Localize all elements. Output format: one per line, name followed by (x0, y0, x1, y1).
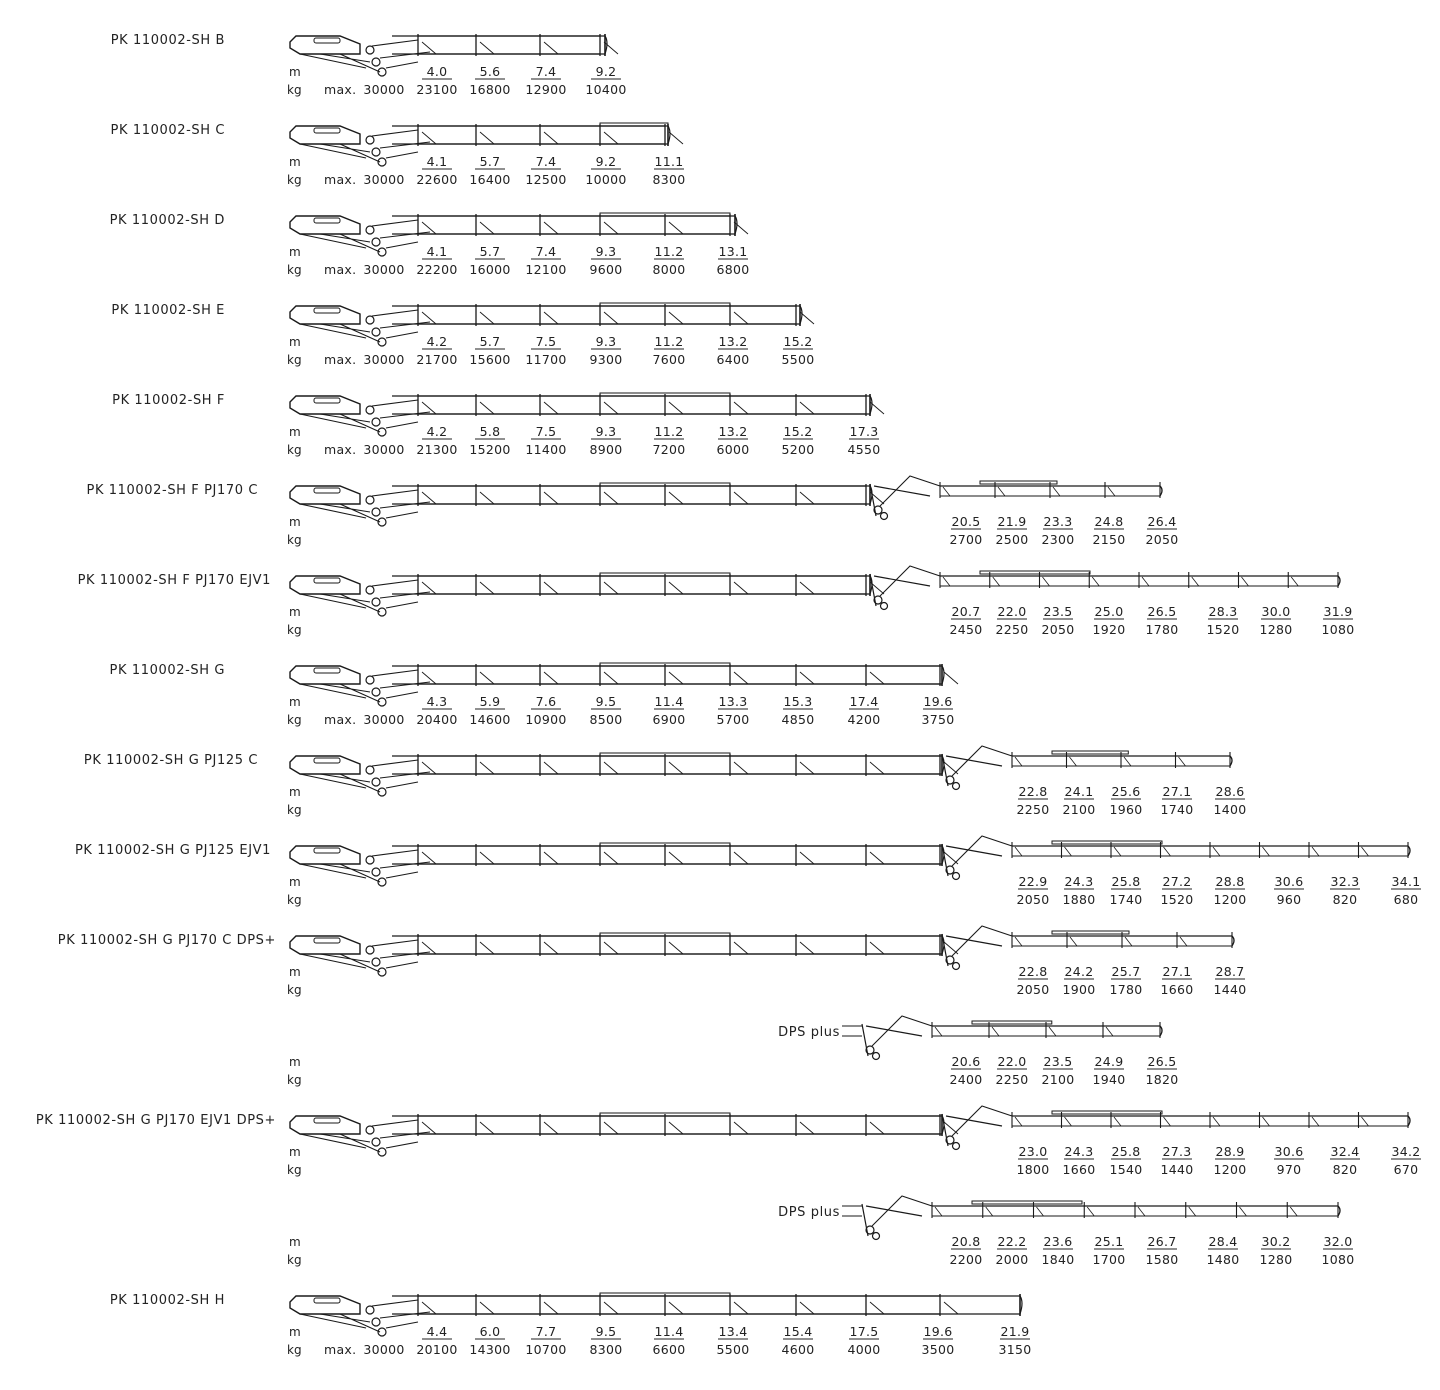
reach-value: 9.5 (595, 694, 617, 709)
load-value: 1880 (1062, 892, 1096, 907)
model-title: PK 110002-SH B (110, 33, 225, 48)
reach-value: 5.7 (479, 154, 501, 169)
reach-value: 15.2 (783, 424, 813, 439)
model-title: PK 110002-SH G (109, 663, 225, 678)
reach-value: 23.6 (1043, 1234, 1073, 1249)
max-label: max. (324, 1342, 357, 1357)
load-value: 1820 (1145, 1072, 1179, 1087)
unit-kg-label: kg (287, 533, 302, 547)
load-value: 2250 (995, 622, 1029, 637)
load-chart-row (78, 566, 1355, 637)
reach-value: 17.5 (849, 1324, 879, 1339)
reach-value: 19.6 (923, 694, 953, 709)
reach-value: 17.3 (849, 424, 879, 439)
load-value: 2400 (949, 1072, 983, 1087)
load-value: 4000 (847, 1342, 881, 1357)
reach-value: 11.2 (654, 424, 684, 439)
load-value: 680 (1393, 892, 1419, 907)
load-value: 1780 (1109, 982, 1143, 997)
crane-boom (290, 1113, 958, 1156)
load-value: 1520 (1206, 622, 1240, 637)
max-capacity-value: 30000 (363, 82, 405, 97)
load-chart-row (110, 213, 750, 277)
load-value: 10700 (525, 1342, 567, 1357)
unit-m-label: m (289, 335, 301, 349)
reach-value: 28.4 (1208, 1234, 1238, 1249)
reach-value: 4.3 (426, 694, 448, 709)
reach-value: 9.3 (595, 244, 617, 259)
reach-value: 23.0 (1018, 1144, 1048, 1159)
load-value: 16800 (469, 82, 511, 97)
unit-kg-label: kg (287, 713, 302, 727)
load-value: 4550 (847, 442, 881, 457)
reach-value: 28.8 (1215, 874, 1245, 889)
load-value: 6000 (716, 442, 750, 457)
load-value: 11400 (525, 442, 567, 457)
reach-value: 4.4 (426, 1324, 448, 1339)
load-value: 10900 (525, 712, 567, 727)
load-value: 3500 (921, 1342, 955, 1357)
reach-value: 28.9 (1215, 1144, 1245, 1159)
load-value: 4600 (781, 1342, 815, 1357)
load-value: 2500 (995, 532, 1029, 547)
load-value: 6400 (716, 352, 750, 367)
reach-value: 23.5 (1043, 604, 1073, 619)
reach-value: 34.2 (1391, 1144, 1421, 1159)
reach-value: 22.8 (1018, 964, 1048, 979)
reach-value: 20.6 (951, 1054, 981, 1069)
load-value: 12500 (525, 172, 567, 187)
load-value: 10000 (585, 172, 627, 187)
load-value: 2450 (949, 622, 983, 637)
load-value: 20100 (416, 1342, 458, 1357)
load-value: 1580 (1145, 1252, 1179, 1267)
max-label: max. (324, 262, 357, 277)
unit-kg-label: kg (287, 173, 302, 187)
fly-jib (842, 1016, 1162, 1060)
reach-value: 32.0 (1323, 1234, 1353, 1249)
reach-value: 25.8 (1111, 874, 1141, 889)
load-value: 820 (1332, 1162, 1358, 1177)
reach-value: 23.3 (1043, 514, 1073, 529)
reach-value: 24.2 (1064, 964, 1094, 979)
crane-boom (290, 34, 618, 76)
load-value: 1900 (1062, 982, 1096, 997)
load-chart-row (84, 746, 1247, 817)
reach-value: 25.1 (1094, 1234, 1124, 1249)
model-title: PK 110002-SH H (109, 1293, 225, 1308)
unit-m-label: m (289, 245, 301, 259)
load-value: 16400 (469, 172, 511, 187)
reach-value: 25.7 (1111, 964, 1141, 979)
model-title: PK 110002-SH F PJ170 EJV1 (77, 573, 271, 588)
load-value: 9600 (589, 262, 623, 277)
reach-value: 23.5 (1043, 1054, 1073, 1069)
load-value: 1080 (1321, 1252, 1355, 1267)
load-value: 5500 (781, 352, 815, 367)
reach-value: 32.4 (1330, 1144, 1360, 1159)
reach-value: 19.6 (923, 1324, 953, 1339)
unit-m-label: m (289, 875, 301, 889)
load-value: 10400 (585, 82, 627, 97)
load-value: 2100 (1062, 802, 1096, 817)
reach-value: 4.0 (426, 64, 448, 79)
load-value: 7200 (652, 442, 686, 457)
unit-kg-label: kg (287, 623, 302, 637)
reach-value: 11.4 (654, 1324, 684, 1339)
unit-m-label: m (289, 65, 301, 79)
reach-value: 30.0 (1261, 604, 1291, 619)
reach-value: 4.2 (426, 334, 448, 349)
load-value: 8500 (589, 712, 623, 727)
fly-jib (942, 926, 1234, 970)
load-value: 1440 (1160, 1162, 1194, 1177)
unit-kg-label: kg (287, 1253, 302, 1267)
load-value: 2000 (995, 1252, 1029, 1267)
load-value: 12100 (525, 262, 567, 277)
reach-value: 26.5 (1147, 604, 1177, 619)
reach-value: 28.7 (1215, 964, 1245, 979)
reach-value: 22.0 (997, 604, 1027, 619)
reach-value: 26.7 (1147, 1234, 1177, 1249)
model-title: PK 110002-SH F PJ170 C (86, 483, 258, 498)
model-title: PK 110002-SH G PJ170 C DPS+ (57, 933, 276, 948)
unit-m-label: m (289, 1055, 301, 1069)
crane-boom (290, 753, 958, 796)
reach-value: 21.9 (1000, 1324, 1030, 1339)
reach-value: 24.3 (1064, 874, 1094, 889)
reach-value: 7.5 (535, 334, 557, 349)
load-value: 2250 (1016, 802, 1050, 817)
unit-m-label: m (289, 1235, 301, 1249)
load-chart-row (36, 1106, 1421, 1177)
load-value: 1280 (1259, 622, 1293, 637)
load-value: 970 (1276, 1162, 1302, 1177)
max-capacity-value: 30000 (363, 172, 405, 187)
reach-value: 24.3 (1064, 1144, 1094, 1159)
reach-value: 27.1 (1162, 784, 1192, 799)
load-value: 2150 (1092, 532, 1126, 547)
load-value: 4200 (847, 712, 881, 727)
load-value: 1440 (1213, 982, 1247, 997)
reach-value: 7.5 (535, 424, 557, 439)
load-value: 1200 (1213, 892, 1247, 907)
load-chart-row (111, 303, 814, 367)
reach-value: 13.2 (718, 424, 748, 439)
reach-value: 5.9 (479, 694, 501, 709)
reach-value: 13.3 (718, 694, 748, 709)
unit-m-label: m (289, 965, 301, 979)
load-value: 1920 (1092, 622, 1126, 637)
reach-value: 22.0 (997, 1054, 1027, 1069)
load-value: 1740 (1160, 802, 1194, 817)
model-title: PK 110002-SH D (109, 213, 225, 228)
reach-value: 22.9 (1018, 874, 1048, 889)
unit-m-label: m (289, 785, 301, 799)
load-value: 5500 (716, 1342, 750, 1357)
load-chart-row (75, 836, 1421, 907)
reach-value: 4.1 (426, 244, 448, 259)
load-chart-row (87, 476, 1179, 547)
reach-value: 20.5 (951, 514, 981, 529)
reach-value: 25.6 (1111, 784, 1141, 799)
load-chart-rows (36, 33, 1421, 1357)
load-value: 1480 (1206, 1252, 1240, 1267)
reach-value: 22.2 (997, 1234, 1027, 1249)
unit-m-label: m (289, 695, 301, 709)
load-value: 21700 (416, 352, 458, 367)
reach-value: 30.2 (1261, 1234, 1291, 1249)
load-value: 22600 (416, 172, 458, 187)
reach-value: 24.9 (1094, 1054, 1124, 1069)
reach-value: 7.4 (535, 64, 557, 79)
dps-plus-label: DPS plus (778, 1205, 840, 1220)
load-value: 1740 (1109, 892, 1143, 907)
reach-value: 9.2 (595, 64, 617, 79)
reach-value: 9.5 (595, 1324, 617, 1339)
load-value: 960 (1276, 892, 1302, 907)
unit-m-label: m (289, 425, 301, 439)
load-value: 9300 (589, 352, 623, 367)
unit-kg-label: kg (287, 353, 302, 367)
load-value: 6800 (716, 262, 750, 277)
load-value: 1780 (1145, 622, 1179, 637)
reach-value: 7.4 (535, 154, 557, 169)
load-value: 2050 (1016, 892, 1050, 907)
reach-value: 9.2 (595, 154, 617, 169)
unit-m-label: m (289, 605, 301, 619)
load-value: 1840 (1041, 1252, 1075, 1267)
unit-kg-label: kg (287, 893, 302, 907)
load-chart-row (287, 1196, 1355, 1267)
reach-value: 22.8 (1018, 784, 1048, 799)
reach-value: 34.1 (1391, 874, 1421, 889)
load-chart-row (112, 393, 884, 457)
load-value: 16000 (469, 262, 511, 277)
load-value: 2100 (1041, 1072, 1075, 1087)
unit-kg-label: kg (287, 263, 302, 277)
load-value: 1540 (1109, 1162, 1143, 1177)
reach-value: 27.3 (1162, 1144, 1192, 1159)
reach-value: 11.2 (654, 334, 684, 349)
reach-value: 15.4 (783, 1324, 813, 1339)
reach-value: 13.1 (718, 244, 748, 259)
load-value: 1400 (1213, 802, 1247, 817)
reach-value: 27.2 (1162, 874, 1192, 889)
load-value: 6600 (652, 1342, 686, 1357)
fly-jib (870, 476, 1162, 520)
max-capacity-value: 30000 (363, 262, 405, 277)
reach-value: 30.6 (1274, 1144, 1304, 1159)
load-value: 14600 (469, 712, 511, 727)
load-value: 820 (1332, 892, 1358, 907)
load-value: 3750 (921, 712, 955, 727)
reach-value: 7.4 (535, 244, 557, 259)
load-value: 8900 (589, 442, 623, 457)
load-value: 1200 (1213, 1162, 1247, 1177)
load-value: 14300 (469, 1342, 511, 1357)
load-value: 1280 (1259, 1252, 1293, 1267)
reach-value: 4.2 (426, 424, 448, 439)
max-label: max. (324, 172, 357, 187)
reach-value: 30.6 (1274, 874, 1304, 889)
load-value: 2050 (1041, 622, 1075, 637)
load-value: 20400 (416, 712, 458, 727)
dps-plus-label: DPS plus (778, 1025, 840, 1040)
reach-value: 20.7 (951, 604, 981, 619)
fly-jib (870, 566, 1340, 610)
fly-jib (942, 836, 1410, 880)
max-capacity-value: 30000 (363, 712, 405, 727)
load-chart-row (111, 123, 686, 187)
max-capacity-value: 30000 (363, 442, 405, 457)
load-chart-row (58, 926, 1247, 997)
load-value: 15200 (469, 442, 511, 457)
load-value: 12900 (525, 82, 567, 97)
load-value: 21300 (416, 442, 458, 457)
reach-value: 26.4 (1147, 514, 1177, 529)
load-value: 670 (1393, 1162, 1419, 1177)
load-value: 1960 (1109, 802, 1143, 817)
load-value: 11700 (525, 352, 567, 367)
load-value: 22200 (416, 262, 458, 277)
load-value: 5700 (716, 712, 750, 727)
reach-value: 24.8 (1094, 514, 1124, 529)
crane-boom (290, 933, 958, 976)
reach-value: 7.7 (535, 1324, 557, 1339)
model-title: PK 110002-SH E (111, 303, 225, 318)
load-value: 6900 (652, 712, 686, 727)
reach-value: 4.1 (426, 154, 448, 169)
unit-m-label: m (289, 1145, 301, 1159)
load-value: 1700 (1092, 1252, 1126, 1267)
load-value: 1080 (1321, 622, 1355, 637)
max-capacity-value: 30000 (363, 1342, 405, 1357)
reach-value: 5.7 (479, 244, 501, 259)
load-value: 1520 (1160, 892, 1194, 907)
reach-value: 5.8 (479, 424, 501, 439)
reach-value: 5.7 (479, 334, 501, 349)
load-value: 1660 (1062, 1162, 1096, 1177)
reach-value: 11.4 (654, 694, 684, 709)
reach-value: 9.3 (595, 424, 617, 439)
fly-jib (942, 1106, 1410, 1150)
fly-jib (842, 1196, 1340, 1240)
load-value: 1660 (1160, 982, 1194, 997)
reach-value: 24.1 (1064, 784, 1094, 799)
unit-m-label: m (289, 155, 301, 169)
max-label: max. (324, 82, 357, 97)
reach-value: 17.4 (849, 694, 879, 709)
model-title: PK 110002-SH G PJ125 C (83, 753, 258, 768)
load-chart-row (111, 33, 627, 97)
unit-kg-label: kg (287, 1073, 302, 1087)
reach-value: 25.0 (1094, 604, 1124, 619)
crane-boom (290, 843, 958, 886)
unit-kg-label: kg (287, 443, 302, 457)
load-value: 2700 (949, 532, 983, 547)
load-value: 15600 (469, 352, 511, 367)
max-label: max. (324, 712, 357, 727)
load-value: 2200 (949, 1252, 983, 1267)
reach-value: 32.3 (1330, 874, 1360, 889)
load-value: 2050 (1016, 982, 1050, 997)
load-value: 2050 (1145, 532, 1179, 547)
fly-jib (942, 746, 1232, 790)
model-title: PK 110002-SH C (110, 123, 225, 138)
load-value: 5200 (781, 442, 815, 457)
reach-value: 15.2 (783, 334, 813, 349)
load-value: 1940 (1092, 1072, 1126, 1087)
reach-value: 25.8 (1111, 1144, 1141, 1159)
reach-value: 28.3 (1208, 604, 1238, 619)
max-label: max. (324, 442, 357, 457)
reach-value: 21.9 (997, 514, 1027, 529)
load-value: 8000 (652, 262, 686, 277)
unit-kg-label: kg (287, 983, 302, 997)
reach-value: 15.3 (783, 694, 813, 709)
reach-value: 7.6 (535, 694, 557, 709)
load-value: 8300 (589, 1342, 623, 1357)
reach-value: 11.2 (654, 244, 684, 259)
crane-boom (290, 483, 884, 526)
unit-kg-label: kg (287, 1343, 302, 1357)
reach-value: 6.0 (479, 1324, 501, 1339)
reach-value: 11.1 (654, 154, 684, 169)
model-title: PK 110002-SH G PJ125 EJV1 (74, 843, 271, 858)
unit-kg-label: kg (287, 803, 302, 817)
unit-m-label: m (289, 515, 301, 529)
reach-value: 26.5 (1147, 1054, 1177, 1069)
load-value: 1800 (1016, 1162, 1050, 1177)
model-title: PK 110002-SH F (112, 393, 225, 408)
load-value: 23100 (416, 82, 458, 97)
unit-kg-label: kg (287, 83, 302, 97)
max-capacity-value: 30000 (363, 352, 405, 367)
reach-value: 27.1 (1162, 964, 1192, 979)
load-value: 3150 (998, 1342, 1032, 1357)
load-chart-row (287, 1016, 1179, 1087)
load-value: 7600 (652, 352, 686, 367)
reach-value: 31.9 (1323, 604, 1353, 619)
reach-value: 28.6 (1215, 784, 1245, 799)
reach-value: 13.4 (718, 1324, 748, 1339)
reach-value: 13.2 (718, 334, 748, 349)
unit-kg-label: kg (287, 1163, 302, 1177)
load-chart-row (110, 1293, 1032, 1357)
load-value: 8300 (652, 172, 686, 187)
reach-value: 5.6 (479, 64, 501, 79)
load-chart-row (110, 663, 958, 727)
load-value: 4850 (781, 712, 815, 727)
load-value: 2250 (995, 1072, 1029, 1087)
model-title: PK 110002-SH G PJ170 EJV1 DPS+ (35, 1113, 276, 1128)
reach-value: 9.3 (595, 334, 617, 349)
max-label: max. (324, 352, 357, 367)
reach-value: 20.8 (951, 1234, 981, 1249)
unit-m-label: m (289, 1325, 301, 1339)
load-value: 2300 (1041, 532, 1075, 547)
crane-boom (290, 573, 884, 616)
